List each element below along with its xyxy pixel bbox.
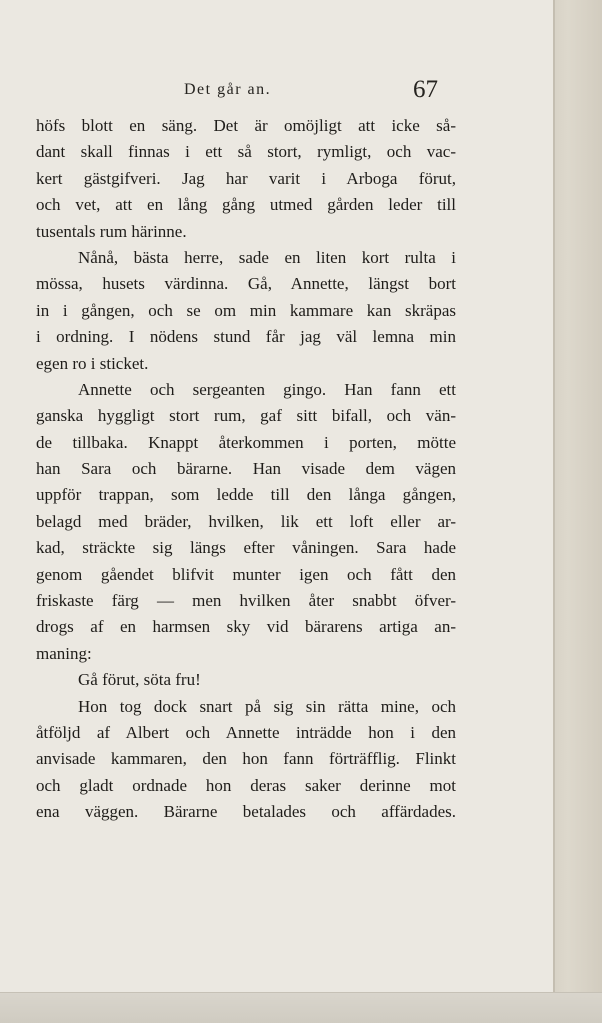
text-line: kert gästgifveri. Jag har varit i Arboga förut, xyxy=(36,168,456,188)
text-line: ena väggen. Bärarne betalades och affärdades. xyxy=(36,802,456,822)
text-line: Hon tog dock snart på sig sin rätta mine, och xyxy=(78,696,456,716)
text-line: i ordning. I nödens stund får jag väl lemna min xyxy=(36,327,456,347)
text-line: åtföljd af Albert och Annette inträdde hon i den xyxy=(36,722,456,742)
page-number: 67 xyxy=(413,76,438,103)
page-edge xyxy=(553,0,602,1023)
text-line: Annette och sergeanten gingo. Han fann ett xyxy=(78,379,456,399)
text-line: och gladt ordnade hon deras saker derinne mot xyxy=(36,775,456,795)
text-line: han Sara och bärarne. Han visade dem vägen xyxy=(36,459,456,479)
text-line: anvisade kammaren, den hon fann förträfflig. Flinkt xyxy=(36,749,456,769)
text-line: höfs blott en säng. Det är omöjligt att icke så- xyxy=(36,116,456,135)
text-line: ganska hyggligt stort rum, gaf sitt bifall, och vän- xyxy=(36,406,456,426)
text-line: kad, sträckte sig längs efter våningen. Sara hade xyxy=(36,538,456,558)
text-line: tusentals rum härinne. xyxy=(36,221,187,241)
text-line: mössa, husets värdinna. Gå, Annette, längst bort xyxy=(36,274,456,294)
text-line: belagd med bräder, hvilken, lik ett loft eller ar- xyxy=(36,511,456,531)
bottom-edge xyxy=(0,992,602,1023)
text-line: och vet, att en lång gång utmed gården leder till xyxy=(36,195,456,215)
text-line: maning: xyxy=(36,643,92,663)
text-line: genom gåendet blifvit munter igen och fått den xyxy=(36,564,456,584)
text-line: friskaste färg — men hvilken åter snabbt öfver- xyxy=(36,591,456,611)
text-line: Gå förut, söta fru! xyxy=(78,670,201,690)
running-head: Det går an. xyxy=(184,81,272,98)
text-line: dant skall finnas i ett så stort, rymligt, och vac- xyxy=(36,142,456,162)
text-line: in i gången, och se om min kammare kan skräpas xyxy=(36,300,456,320)
text-line: Nånå, bästa herre, sade en liten kort rulta i xyxy=(78,247,456,267)
text-line: de tillbaka. Knappt återkommen i porten, mötte xyxy=(36,432,456,452)
page-header xyxy=(36,76,438,110)
text-line: egen ro i sticket. xyxy=(36,353,149,373)
text-line: uppför trappan, som ledde till den långa gången, xyxy=(36,485,456,505)
text-line: drogs af en harmsen sky vid bärarens artiga an- xyxy=(36,617,456,637)
body-text xyxy=(36,113,456,826)
